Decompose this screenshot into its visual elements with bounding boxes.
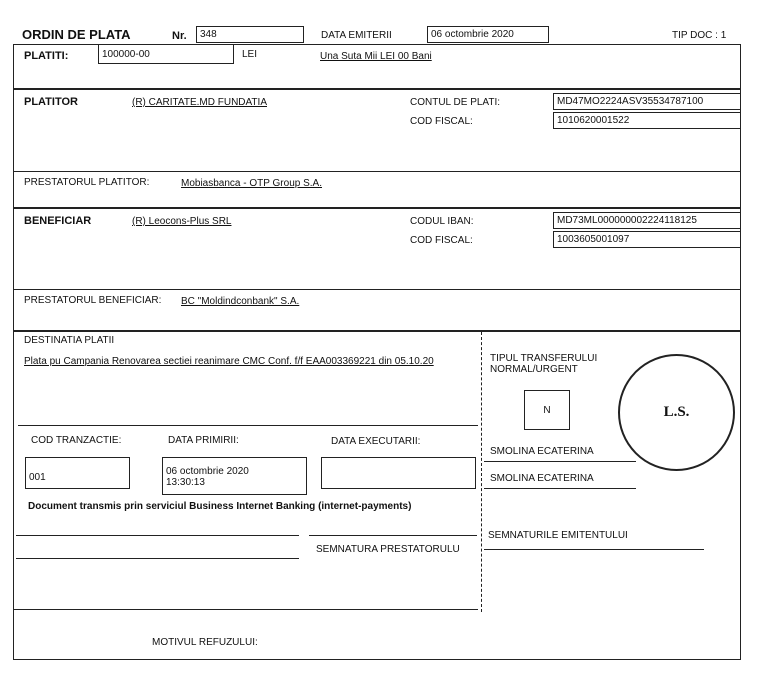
- divider: [13, 207, 741, 209]
- issue-date-label: DATA EMITERII: [321, 30, 392, 41]
- transfer-type-label: TIPUL TRANSFERULUI: [490, 353, 598, 364]
- beneficiary-label: BENEFICIAR: [24, 215, 92, 227]
- signature-line: [484, 488, 636, 489]
- beneficiary-iban-label: CODUL IBAN:: [410, 216, 474, 227]
- payer-fiscal-label: COD FISCAL:: [410, 116, 473, 127]
- signature-line: [484, 461, 636, 462]
- beneficiary-bank-label: PRESTATORUL BENEFICIAR:: [24, 295, 162, 306]
- divider: [13, 609, 478, 610]
- divider: [13, 289, 741, 290]
- payer-name: (R) CARITATE.MD FUNDATIA: [132, 97, 267, 108]
- payer-account-field: MD47MO2224ASV35534787100: [553, 93, 741, 110]
- signature-line: [309, 535, 477, 536]
- payer-bank-value: Mobiasbanca - OTP Group S.A.: [181, 178, 322, 189]
- issuer-signature-label: SEMNATURILE EMITENTULUI: [488, 530, 628, 541]
- issue-date-field: 06 octombrie 2020: [427, 26, 549, 43]
- signature-line: [484, 549, 704, 550]
- beneficiary-bank-value: BC "Moldindconbank" S.A.: [181, 296, 300, 307]
- amount-field: 100000-00: [98, 44, 234, 64]
- payer-label: PLATITOR: [24, 96, 78, 108]
- refusal-reason-label: MOTIVUL REFUZULUI:: [152, 637, 258, 648]
- amount-label: PLATITI:: [24, 50, 69, 62]
- destination-value: Plata pu Campania Renovarea sectiei reanimare CMC Conf. f/f EAA003369221 din 05.10.20: [24, 356, 434, 367]
- signature-line: [16, 535, 299, 536]
- beneficiary-iban-field: MD73ML000000002224118125: [553, 212, 741, 229]
- executed-date-label: DATA EXECUTARII:: [331, 436, 421, 447]
- received-date-label: DATA PRIMIRII:: [168, 435, 239, 446]
- payer-account-label: CONTUL DE PLATI:: [410, 97, 501, 108]
- received-date: 06 octombrie 2020: [166, 466, 249, 477]
- divider: [13, 330, 741, 332]
- number-field: 348: [196, 26, 304, 43]
- transfer-type-field: N: [524, 390, 570, 430]
- transaction-code-field: 001: [25, 457, 130, 489]
- divider: [18, 425, 478, 426]
- doc-type: TIP DOC : 1: [672, 30, 727, 41]
- provider-signature-label: SEMNATURA PRESTATORULU: [316, 544, 460, 555]
- number-label: Nr.: [172, 30, 187, 42]
- divider: [13, 171, 741, 172]
- signature-line: [16, 558, 299, 559]
- beneficiary-name: (R) Leocons-Plus SRL: [132, 216, 232, 227]
- transaction-code-label: COD TRANZACTIE:: [31, 435, 122, 446]
- form-frame: [13, 44, 741, 660]
- beneficiary-fiscal-label: COD FISCAL:: [410, 235, 473, 246]
- payer-bank-label: PRESTATORUL PLATITOR:: [24, 177, 150, 188]
- seal-stamp: L.S.: [618, 354, 735, 471]
- received-time: 13:30:13: [166, 477, 205, 488]
- signer-name: SMOLINA ECATERINA: [490, 473, 594, 484]
- destination-label: DESTINATIA PLATII: [24, 335, 115, 346]
- payer-fiscal-field: 1010620001522: [553, 112, 741, 129]
- document-title: ORDIN DE PLATA: [22, 27, 131, 42]
- signer-name: SMOLINA ECATERINA: [490, 446, 594, 457]
- executed-date-field: [321, 457, 476, 489]
- currency: LEI: [242, 49, 258, 60]
- amount-words: Una Suta Mii LEI 00 Bani: [320, 51, 432, 62]
- received-date-field: [162, 457, 307, 495]
- beneficiary-fiscal-field: 1003605001097: [553, 231, 741, 248]
- column-separator: [481, 332, 482, 612]
- divider: [13, 88, 741, 90]
- transfer-type-sublabel: NORMAL/URGENT: [490, 364, 578, 375]
- transmission-note: Document transmis prin serviciul Business Internet Banking (internet-payments): [28, 501, 412, 512]
